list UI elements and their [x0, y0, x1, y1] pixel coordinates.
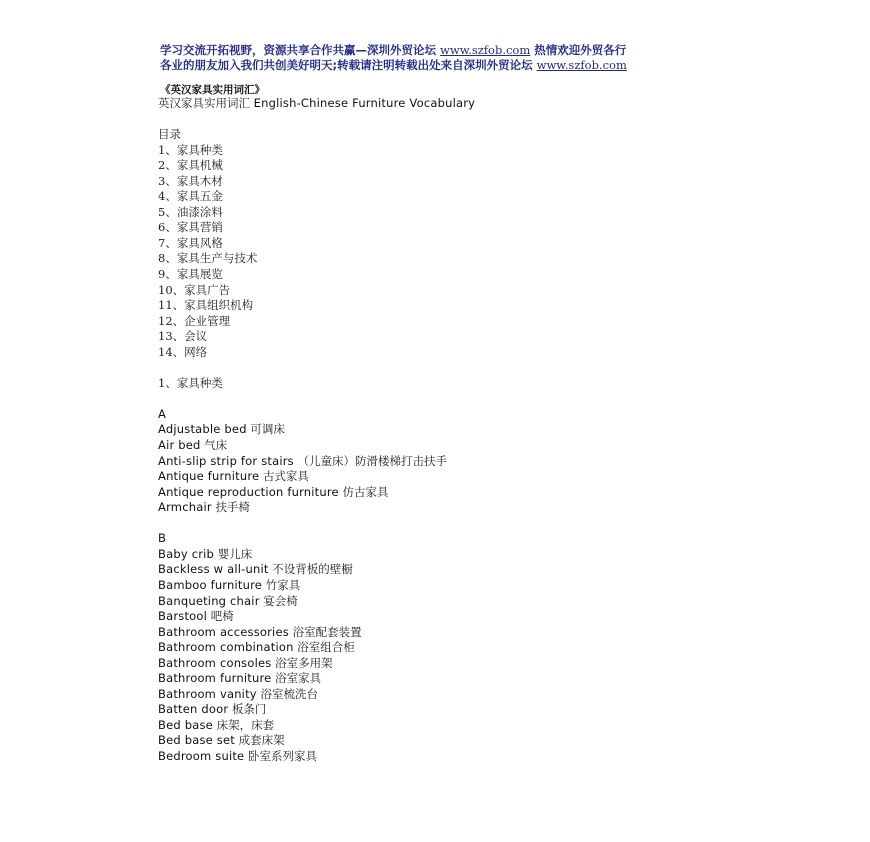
- vocab-chinese: 板条门: [231, 702, 267, 717]
- vocab-english: Antique reproduction furniture: [158, 484, 339, 499]
- vocab-entry: [158, 578, 778, 594]
- toc-item: 12、企业管理: [158, 313, 231, 328]
- vocab-english: Bathroom consoles: [158, 655, 272, 670]
- vocab-entry: [158, 562, 778, 578]
- vocab-chinese: 浴室组合柜: [297, 640, 355, 655]
- vocab-english: Banqueting chair: [158, 593, 260, 608]
- vocab-entry: [158, 454, 778, 470]
- vocab-entry: [158, 733, 778, 749]
- subtitle-en: English-Chinese Furniture Vocabulary: [253, 96, 476, 110]
- vocab-entry: [158, 485, 778, 501]
- vocab-entry: [158, 547, 778, 563]
- vocabulary-groups: [158, 407, 778, 765]
- vocab-english: Baby crib: [158, 546, 215, 561]
- vocab-english: Air bed: [158, 438, 201, 453]
- vocab-english: Bathroom vanity: [158, 686, 257, 701]
- group-letter: A: [158, 406, 167, 421]
- vocab-english: Bathroom furniture: [158, 671, 272, 686]
- vocab-entry: [158, 718, 778, 734]
- toc-list: [158, 143, 778, 361]
- subtitle-zh: 英汉家具实用词汇: [158, 96, 250, 110]
- vocab-english: Bed base set: [158, 733, 235, 748]
- vocab-chinese: （儿童床）防滑楼梯打击扶手: [297, 453, 448, 468]
- vocab-chinese: 气床: [204, 438, 228, 453]
- toc-item: 3、家具木材: [158, 173, 223, 188]
- header-line-1: [160, 43, 760, 58]
- vocab-chinese: 仿古家具: [342, 484, 389, 499]
- toc-heading: 目录: [158, 127, 181, 142]
- toc-item: 6、家具营销: [158, 220, 223, 235]
- vocab-entry: [158, 671, 778, 687]
- header-text-2a: 各业的朋友加入我们共创美好明天;转载请注明转载出处来自深圳外贸论坛: [160, 58, 537, 72]
- vocab-chinese: 扶手椅: [215, 500, 250, 515]
- vocab-english: Armchair: [158, 500, 212, 515]
- forum-header: [160, 43, 760, 73]
- toc-item: 14、网络: [158, 344, 208, 359]
- vocab-chinese: 宴会椅: [263, 593, 298, 608]
- section-heading: 1、家具种类: [158, 375, 223, 390]
- vocab-entry: [158, 640, 778, 656]
- toc-item: 10、家具广告: [158, 282, 231, 297]
- toc-item: 1、家具种类: [158, 142, 223, 157]
- vocab-english: Barstool: [158, 609, 208, 624]
- toc-item: 2、家具机械: [158, 158, 223, 173]
- vocab-entry: [158, 656, 778, 672]
- vocab-entry: [158, 687, 778, 703]
- vocab-chinese: 卧室系列家具: [248, 748, 317, 763]
- vocab-entry: [158, 422, 778, 438]
- header-text-1a: 学习交流开拓视野，资源共享合作共赢—深圳外贸论坛: [160, 43, 441, 57]
- vocab-english: Adjustable bed: [158, 422, 247, 437]
- toc-item: 7、家具风格: [158, 235, 223, 250]
- vocab-chinese: 可调床: [250, 422, 285, 437]
- vocab-chinese: 成套床架: [238, 733, 285, 748]
- vocab-chinese: 浴室梳洗台: [260, 686, 318, 701]
- vocab-english: Bathroom combination: [158, 640, 294, 655]
- vocab-entry: [158, 749, 778, 765]
- toc-item: 9、家具展览: [158, 267, 223, 282]
- header-text-1b: 热情欢迎外贸各行: [530, 43, 627, 57]
- vocab-entry: [158, 594, 778, 610]
- vocab-chinese: 不设背板的壁橱: [272, 562, 353, 577]
- forum-link-2[interactable]: www.szfob.com: [536, 58, 627, 72]
- subtitle: [158, 96, 778, 112]
- vocab-english: Backless w all-unit: [158, 562, 269, 577]
- vocab-chinese: 竹家具: [265, 577, 301, 592]
- toc-item: 5、油漆涂料: [158, 204, 223, 219]
- vocab-english: Antique furniture: [158, 469, 260, 484]
- vocab-english: Batten door: [158, 702, 229, 717]
- vocab-entry: [158, 500, 778, 516]
- toc-item: 8、家具生产与技术: [158, 251, 258, 266]
- vocab-entry: [158, 702, 778, 718]
- toc-item: 13、会议: [158, 329, 208, 344]
- vocab-entry: [158, 469, 778, 485]
- vocab-chinese: 浴室家具: [275, 671, 322, 686]
- toc-item: 11、家具组织机构: [158, 298, 254, 313]
- vocab-english: Anti-slip strip for stairs: [158, 453, 294, 468]
- document-body: [158, 96, 778, 765]
- forum-link-1[interactable]: www.szfob.com: [440, 43, 531, 57]
- doc-title: 《英汉家具实用词汇》: [160, 84, 265, 96]
- group-letter: B: [158, 531, 167, 546]
- vocab-chinese: 床架，床套: [216, 717, 275, 732]
- vocab-chinese: 浴室配套装置: [292, 624, 362, 639]
- vocab-entry: [158, 609, 778, 625]
- vocab-english: Bedroom suite: [158, 748, 245, 763]
- header-line-2: [160, 58, 760, 73]
- vocab-chinese: 婴儿床: [217, 546, 253, 561]
- vocab-entry: [158, 438, 778, 454]
- vocab-chinese: 古式家具: [262, 469, 309, 484]
- vocab-chinese: 吧椅: [210, 609, 234, 624]
- vocab-entry: [158, 625, 778, 641]
- vocab-english: Bed base: [158, 717, 213, 732]
- vocab-english: Bamboo furniture: [158, 577, 263, 592]
- toc-item: 4、家具五金: [158, 189, 223, 204]
- vocab-english: Bathroom accessories: [158, 624, 289, 639]
- vocab-chinese: 浴室多用架: [275, 655, 333, 670]
